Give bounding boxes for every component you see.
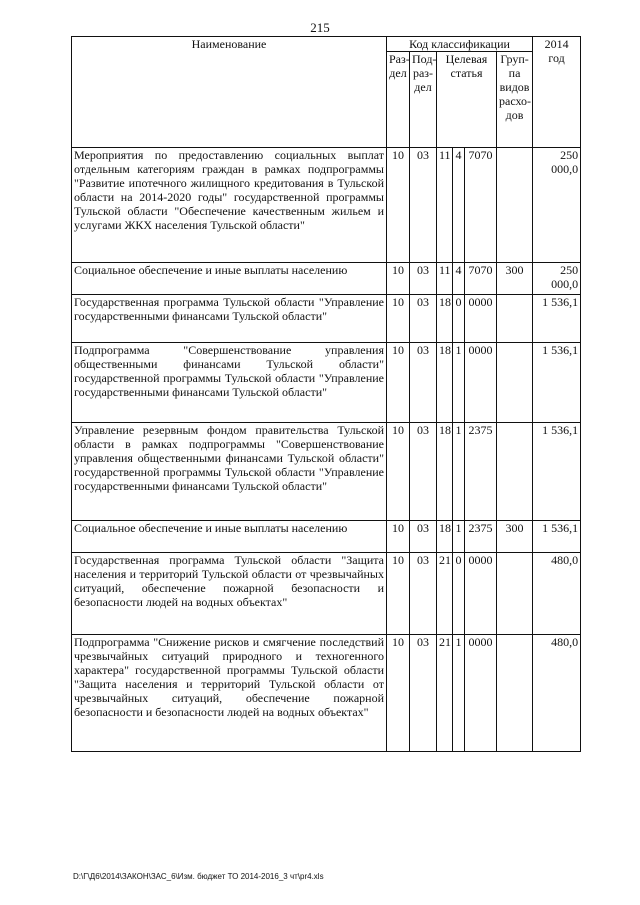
row-razdel: 10 (387, 521, 410, 553)
header-row-top (72, 37, 581, 52)
row-razdel: 10 (387, 423, 410, 521)
row-name: Мероприятия по предоставлению социальных выплат отдельным категориям граждан в рамках подпрограммы "Развитие ипотечного жилищного кредитования в Тульской области на 2014-2020 годы" государственной программы Тульской области "Обеспечение качественным жильем и услугами ЖКХ населения Тульской области" (72, 148, 387, 263)
table-row (72, 423, 581, 521)
row-podrazdel: 03 (410, 148, 437, 263)
row-name: Государственная программа Тульской области "Защита населения и территорий Тульской области от чрезвычайных ситуаций, обеспечение пожарной безопасности и безопасности людей на водных объектах" (72, 553, 387, 635)
row-name: Подпрограмма "Совершенствование управления общественными финансами Тульской области" государственной программы Тульской области "Управление государственными финансами Тульской области" (72, 343, 387, 423)
row-amount: 1 536,1 (533, 295, 581, 343)
row-amount: 1 536,1 (533, 343, 581, 423)
row-amount: 250 000,0 (533, 148, 581, 263)
row-podrazdel: 03 (410, 263, 437, 295)
row-razdel: 10 (387, 635, 410, 752)
table-row (72, 635, 581, 752)
row-target-3: 7070 (465, 148, 497, 263)
row-razdel: 10 (387, 263, 410, 295)
row-target-2: 1 (453, 635, 465, 752)
row-target-2: 0 (453, 553, 465, 635)
row-amount: 1 536,1 (533, 521, 581, 553)
row-target-3: 2375 (465, 423, 497, 521)
row-target-1: 18 (437, 343, 453, 423)
row-podrazdel: 03 (410, 635, 437, 752)
row-podrazdel: 03 (410, 553, 437, 635)
row-razdel: 10 (387, 295, 410, 343)
row-group (497, 553, 533, 635)
row-target-3: 0000 (465, 635, 497, 752)
row-target-3: 0000 (465, 343, 497, 423)
row-amount: 480,0 (533, 553, 581, 635)
header-classification: Код классификации (387, 37, 533, 52)
row-name: Социальное обеспечение и иные выплаты населению (72, 263, 387, 295)
page-number: 215 (310, 20, 330, 35)
row-name: Социальное обеспечение и иные выплаты населению (72, 521, 387, 553)
row-razdel: 10 (387, 553, 410, 635)
row-amount: 480,0 (533, 635, 581, 752)
row-group: 300 (497, 263, 533, 295)
file-path-footer: D:\Г\Д6\2014\ЗАКОН\ЗАС_6\Изм. бюджет ТО 2014-2016_3 чт\рr4.xls (73, 872, 324, 881)
row-target-1: 11 (437, 148, 453, 263)
table-row (72, 343, 581, 423)
row-target-2: 4 (453, 148, 465, 263)
row-target-3: 0000 (465, 553, 497, 635)
header-podrazdel: Под-раз-дел (410, 52, 437, 148)
table-row (72, 295, 581, 343)
table-row (72, 148, 581, 263)
row-target-1: 18 (437, 295, 453, 343)
row-target-1: 18 (437, 423, 453, 521)
row-name: Государственная программа Тульской области "Управление государственными финансами Тульской области" (72, 295, 387, 343)
header-year: 2014 год (533, 37, 581, 148)
header-target: Целевая статья (437, 52, 497, 148)
row-amount: 1 536,1 (533, 423, 581, 521)
row-podrazdel: 03 (410, 423, 437, 521)
row-name: Подпрограмма "Снижение рисков и смягчение последствий чрезвычайных ситуаций природного и техногенного характера" государственной программы Тульской области "Защита населения и территорий Тульской области от чрезвычайных ситуаций, обеспечение пожарной безопасности и безопасности людей на водных объектах" (72, 635, 387, 752)
row-podrazdel: 03 (410, 295, 437, 343)
row-razdel: 10 (387, 148, 410, 263)
row-target-1: 21 (437, 553, 453, 635)
row-target-2: 1 (453, 521, 465, 553)
row-target-2: 4 (453, 263, 465, 295)
header-group: Груп-па видов расхо-дов (497, 52, 533, 148)
row-target-2: 1 (453, 343, 465, 423)
row-target-3: 7070 (465, 263, 497, 295)
row-group (497, 343, 533, 423)
budget-table (71, 36, 581, 752)
row-target-1: 18 (437, 521, 453, 553)
row-target-1: 11 (437, 263, 453, 295)
row-group (497, 295, 533, 343)
row-razdel: 10 (387, 343, 410, 423)
row-target-2: 0 (453, 295, 465, 343)
row-target-1: 21 (437, 635, 453, 752)
row-target-2: 1 (453, 423, 465, 521)
row-amount: 250 000,0 (533, 263, 581, 295)
row-group (497, 148, 533, 263)
row-target-3: 0000 (465, 295, 497, 343)
header-razdel: Раз-дел (387, 52, 410, 148)
row-group: 300 (497, 521, 533, 553)
row-podrazdel: 03 (410, 343, 437, 423)
table-row (72, 521, 581, 553)
row-group (497, 635, 533, 752)
table-row (72, 263, 581, 295)
header-name: Наименование (72, 37, 387, 148)
row-name: Управление резервным фондом правительства Тульской области в рамках подпрограммы "Совершенствование управления общественными финансами Тульской области" государственной программы Тульской области "Управление государственными финансами Тульской области" (72, 423, 387, 521)
row-target-3: 2375 (465, 521, 497, 553)
row-group (497, 423, 533, 521)
row-podrazdel: 03 (410, 521, 437, 553)
table-row (72, 553, 581, 635)
